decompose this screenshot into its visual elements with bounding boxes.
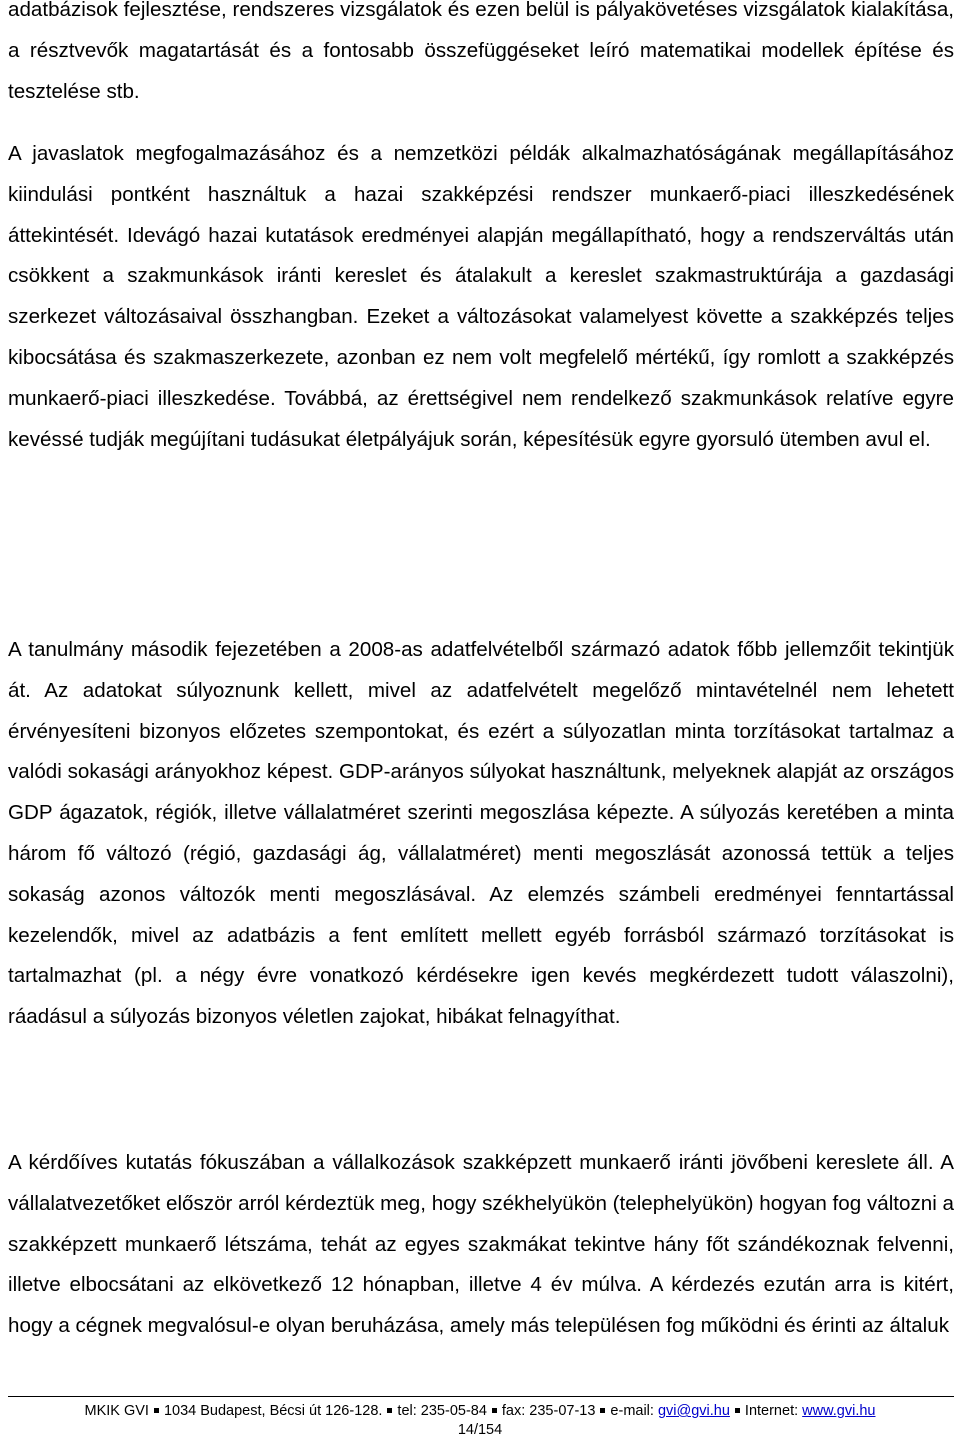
body-paragraph-3: A tanulmány második fejezetében a 2008-as adatfelvételből származó adatok főbb jellemzőit tekintjük át. Az adatokat súlyoznunk kellett, mivel az adatfelvételt megelőző mintavételnél nem lehetett érvényesíteni bizonyos előzetes szempontokat, és ezért a súlyozatlan minta torzításokat tartalmaz a valódi sokasági arányokhoz képest. GDP-arányos súlyokat használtunk, melyeknek alapját az országos GDP ágazatok, régiók, illetve vállalatméret szerinti megoszlása képezte. A súlyozás keretében a minta három fő változó (régió, gazdasági ág, vállalatméret) menti megoszlását azonossá tettük a teljes sokaság azonos változók menti megoszlásával. Az elemzés számbeli eredményei fenntartással kezelendők, mivel az adatbázis a fent említett mellett egyéb forrásból származó torzításokat is tartalmazhat (pl. a négy évre vonatkozó kérdésekre igen kevés megkérdezett tudott válaszolni), ráadásul a súlyozás bizonyos véletlen zajokat, hibákat felnagyíthat. [8,638,954,1029]
footer-address: 1034 Budapest, Bécsi út 126-128. [163,1403,383,1419]
body-paragraph-2: A javaslatok megfogalmazásához és a nemzetközi példák alkalmazhatóságának megállapításához kiindulási pontként használtuk a hazai szakképzési rendszer munkaerő-piaci illeszkedésének áttekintését. Idevágó hazai kutatások eredményei alapján megállapítható, hogy a rendszerváltás után csökkent a szakmunkások iránti kereslet és átalakult a kereslet szakmastruktúrája a gazdasági szerkezet változásaival összhangban. Ezeket a változásokat valamelyest követte a szakképzés teljes kibocsátása és szakmaszerkezete, azonban ez nem volt megfelelő mértékű, így romlott a szakképzés munkaerő-piaci illeszkedése. Továbbá, az érettségivel nem rendelkező szakmunkások relatíve egyre kevéssé tudják megújítani tudásukat életpályájuk során, képesítésük egyre gyorsuló ütemben avul el. [8,142,954,451]
footer-email-label: e-mail: [610,1403,654,1419]
footer-org: MKIK GVI [84,1403,149,1419]
bullet-separator-icon [492,1408,497,1413]
body-paragraph-4: A kérdőíves kutatás fókuszában a vállalkozások szakképzett munkaerő iránti jövőbeni kereslete áll. A vállalatvezetőket először arról kérdeztük meg, hogy székhelyükön (telephelyükön) hogyan fog változni a szakképzett munkaerő létszáma, tehát az egyes szakmákat tekintve hány főt szándékoznak felvenni, illetve elbocsátani az elkövetkező 12 hónapban, illetve 4 év múlva. A kérdezés ezután arra is kitért, hogy a cégnek megvalósul-e olyan beruházása, amely más településen fog működni és érinti az általuk [8,1151,954,1338]
page-number: 14/154 [457,1422,503,1438]
body-paragraph-1: adatbázisok fejlesztése, rendszeres vizsgálatok és ezen belül is pályakövetéses vizsgálatok kialakítása, a résztvevők magatartását és a fontosabb összefüggéseket leíró matematikai modellek építése és tesztelése stb. [8,0,954,103]
footer-email-link[interactable]: gvi@gvi.hu [657,1403,730,1419]
footer-divider [8,1396,954,1397]
bullet-separator-icon [154,1408,159,1413]
footer-tel: tel: 235-05-84 [397,1403,487,1419]
bullet-separator-icon [735,1408,740,1413]
bullet-separator-icon [387,1408,392,1413]
footer-fax: fax: 235-07-13 [501,1403,596,1419]
page-footer [0,1403,960,1420]
bullet-separator-icon [600,1408,605,1413]
footer-website-link[interactable]: www.gvi.hu [802,1403,876,1419]
footer-internet-label: Internet: [744,1403,799,1419]
